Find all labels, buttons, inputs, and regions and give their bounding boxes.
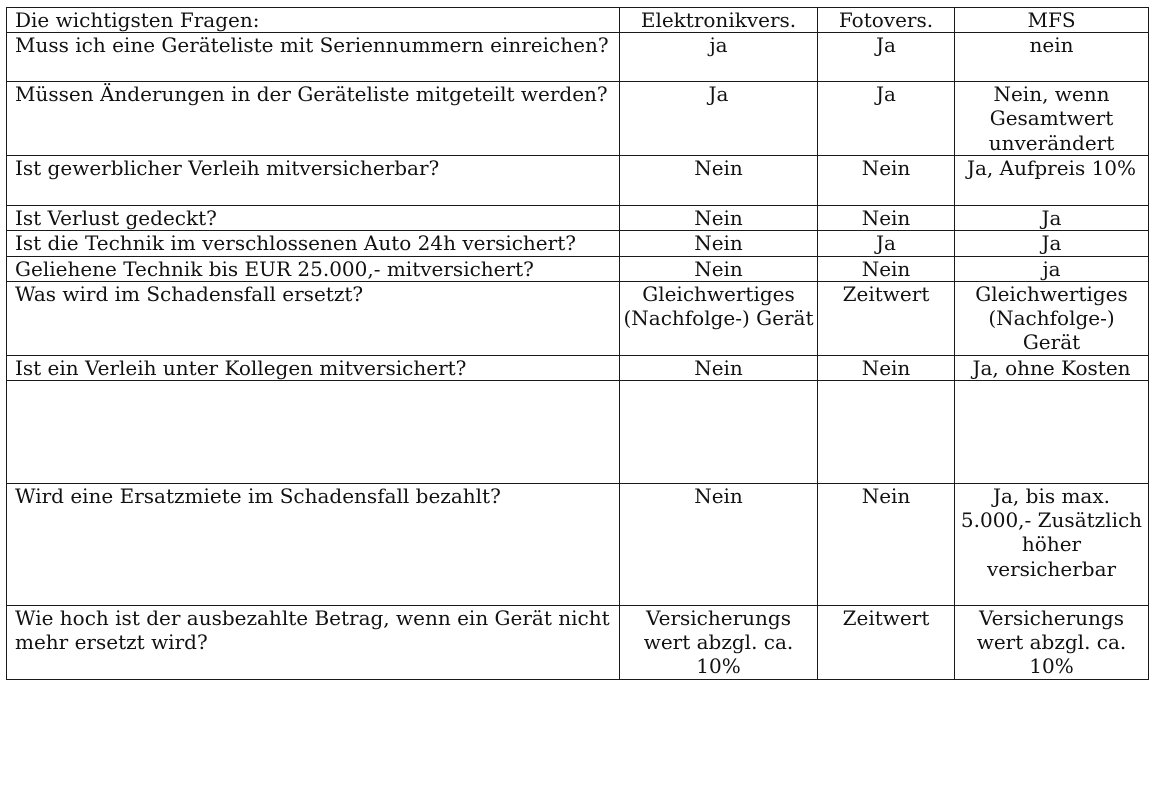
question-cell <box>7 381 620 484</box>
mfs-cell <box>955 381 1149 484</box>
elektronikvers-cell: Nein <box>620 484 818 606</box>
question-cell: Müssen Änderungen in der Geräteliste mitgeteilt werden? <box>7 82 620 156</box>
question-cell: Ist gewerblicher Verleih mitversicherbar? <box>7 156 620 206</box>
question-cell: Wird eine Ersatzmiete im Schadensfall bezahlt? <box>7 484 620 606</box>
elektronikvers-cell: Gleichwertiges (Nachfolge-) Gerät <box>620 281 818 355</box>
question-cell: Geliehene Technik bis EUR 25.000,- mitversichert? <box>7 256 620 281</box>
elektronikvers-cell: Nein <box>620 206 818 231</box>
table-row <box>7 156 1149 206</box>
question-cell: Wie hoch ist der ausbezahlte Betrag, wenn ein Gerät nicht mehr ersetzt wird? <box>7 606 620 680</box>
elektronikvers-cell: Ja <box>620 82 818 156</box>
elektronikvers-cell: Nein <box>620 355 818 380</box>
table-row <box>7 355 1149 380</box>
fotovers-cell: Nein <box>818 484 955 606</box>
mfs-cell: Nein, wenn Gesamtwert unverändert <box>955 82 1149 156</box>
fotovers-cell: Zeitwert <box>818 606 955 680</box>
table-row <box>7 33 1149 82</box>
fotovers-cell: Ja <box>818 82 955 156</box>
fotovers-cell: Ja <box>818 33 955 82</box>
mfs-cell: Ja, bis max. 5.000,- Zusätzlich höher versicherbar <box>955 484 1149 606</box>
mfs-cell: Ja, Aufpreis 10% <box>955 156 1149 206</box>
elektronikvers-cell: Nein <box>620 231 818 256</box>
table-row <box>7 484 1149 606</box>
table-row <box>7 206 1149 231</box>
elektronikvers-cell <box>620 381 818 484</box>
question-cell: Muss ich eine Geräteliste mit Seriennummern einreichen? <box>7 33 620 82</box>
fotovers-cell <box>818 381 955 484</box>
mfs-cell: ja <box>955 256 1149 281</box>
header-fotovers: Fotovers. <box>818 8 955 33</box>
table-row <box>7 281 1149 355</box>
fotovers-cell: Zeitwert <box>818 281 955 355</box>
question-cell: Ist Verlust gedeckt? <box>7 206 620 231</box>
table-row <box>7 82 1149 156</box>
fotovers-cell: Nein <box>818 206 955 231</box>
comparison-table <box>6 7 1149 680</box>
table-row <box>7 256 1149 281</box>
table-row <box>7 231 1149 256</box>
elektronikvers-cell: Nein <box>620 256 818 281</box>
mfs-cell: nein <box>955 33 1149 82</box>
header-question: Die wichtigsten Fragen: <box>7 8 620 33</box>
question-cell: Ist die Technik im verschlossenen Auto 24h versichert? <box>7 231 620 256</box>
mfs-cell: Versicherungs wert abzgl. ca. 10% <box>955 606 1149 680</box>
mfs-cell: Ja, ohne Kosten <box>955 355 1149 380</box>
question-cell: Was wird im Schadensfall ersetzt? <box>7 281 620 355</box>
header-elektronikvers: Elektronikvers. <box>620 8 818 33</box>
header-row <box>7 8 1149 33</box>
elektronikvers-cell: ja <box>620 33 818 82</box>
elektronikvers-cell: Nein <box>620 156 818 206</box>
fotovers-cell: Ja <box>818 231 955 256</box>
table-row <box>7 606 1149 680</box>
header-mfs: MFS <box>955 8 1149 33</box>
elektronikvers-cell: Versicherungs wert abzgl. ca. 10% <box>620 606 818 680</box>
mfs-cell: Ja <box>955 206 1149 231</box>
fotovers-cell: Nein <box>818 156 955 206</box>
mfs-cell: Gleichwertiges (Nachfolge-) Gerät <box>955 281 1149 355</box>
question-cell: Ist ein Verleih unter Kollegen mitversichert? <box>7 355 620 380</box>
fotovers-cell: Nein <box>818 355 955 380</box>
fotovers-cell: Nein <box>818 256 955 281</box>
empty-row <box>7 381 1149 484</box>
mfs-cell: Ja <box>955 231 1149 256</box>
